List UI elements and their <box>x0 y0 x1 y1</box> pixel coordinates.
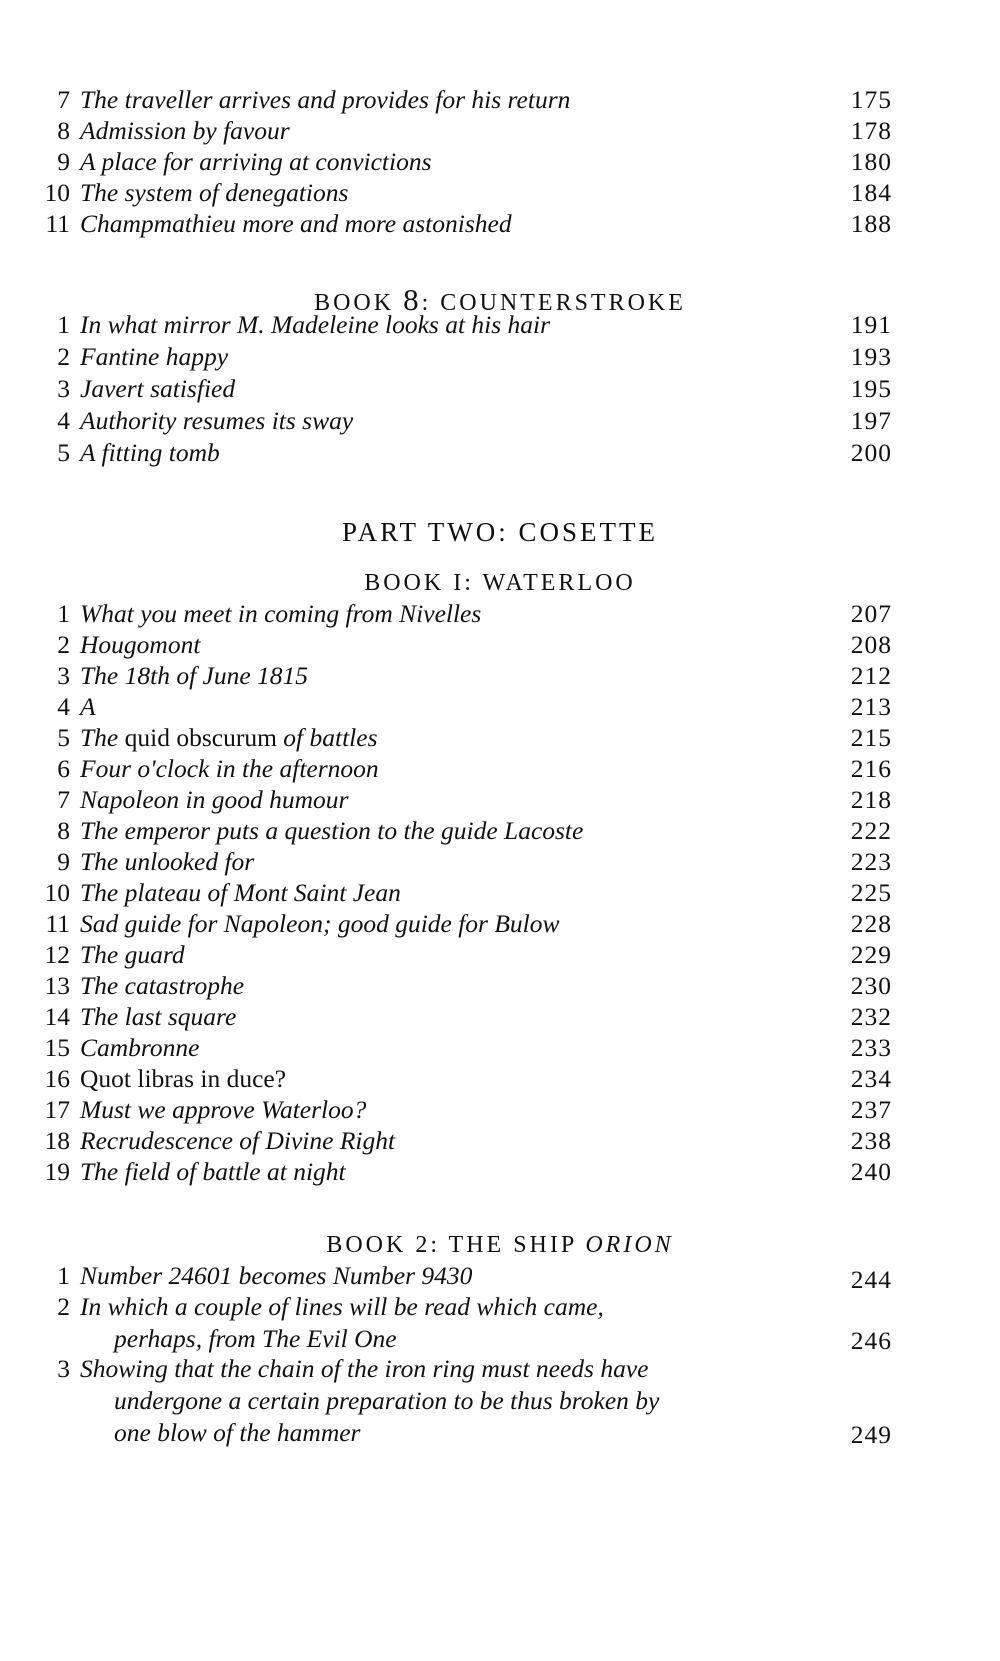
page-number: 215 <box>850 723 892 752</box>
chapter-title: Recrudescence of Divine Right <box>80 1126 396 1155</box>
chapter-number: 4 <box>57 406 70 435</box>
chapter-number: 19 <box>44 1157 70 1186</box>
chapter-number: 13 <box>44 971 70 1000</box>
chapter-number: 9 <box>57 147 70 176</box>
chapter-title: Authority resumes its sway <box>80 406 354 435</box>
chapter-title <box>80 722 378 754</box>
chapter-number: 6 <box>57 754 70 783</box>
list-item <box>30 970 892 1002</box>
chapter-title: Napoleon in good humour <box>80 785 349 814</box>
chapter-title: A place for arriving at convictions <box>80 147 432 176</box>
chapter-number: 3 <box>57 1354 70 1383</box>
page-number: 233 <box>850 1033 892 1062</box>
chapter-title: Champmathieu more and more astonished <box>80 209 512 238</box>
chapter-number: 1 <box>57 1261 70 1290</box>
chapter-number: 12 <box>44 940 70 969</box>
list-item <box>30 1094 892 1126</box>
page-number: 232 <box>850 1002 892 1031</box>
page-number: 207 <box>850 599 892 628</box>
page-number: 193 <box>850 342 892 371</box>
list-item <box>30 784 892 816</box>
chapter-number: 5 <box>57 723 70 752</box>
chapter-number: 2 <box>57 342 70 371</box>
chapter-number: 11 <box>45 209 70 238</box>
page-number: 184 <box>850 178 892 207</box>
list-item <box>30 877 892 909</box>
chapter-title: The emperor puts a question to the guide Lacoste <box>80 816 584 845</box>
chapter-title: The system of denegations <box>80 178 349 207</box>
book-title: BOOK 2: THE SHIP <box>326 1232 577 1258</box>
book-label: BOOK <box>314 290 395 316</box>
chapter-number: 5 <box>57 438 70 467</box>
list-item <box>30 341 892 373</box>
chapter-title <box>80 1291 892 1355</box>
chapter-number: 9 <box>57 847 70 876</box>
chapter-title: Fantine happy <box>80 342 229 371</box>
chapter-title: The unlooked for <box>80 847 255 876</box>
chapter-number: 7 <box>57 85 70 114</box>
list-item <box>30 146 892 178</box>
list-item <box>30 405 892 437</box>
chapter-number: 3 <box>57 374 70 403</box>
list-item <box>30 1260 892 1292</box>
ship-name: ORION <box>585 1232 674 1258</box>
list-item <box>30 1156 892 1188</box>
chapter-number: 1 <box>57 310 70 339</box>
chapter-title: The last square <box>80 1002 237 1031</box>
chapter-title-line: In which a couple of lines will be read which came, <box>80 1292 604 1321</box>
list-item <box>30 691 892 723</box>
chapter-title: A fitting tomb <box>80 438 220 467</box>
chapter-title-part: The <box>80 723 119 752</box>
book-number: 8 <box>403 282 422 317</box>
list-item <box>30 84 892 116</box>
chapter-title: Javert satisfied <box>80 374 236 403</box>
chapter-title: Four o'clock in the afternoon <box>80 754 379 783</box>
page-number: 230 <box>850 971 892 1000</box>
page-number: 234 <box>850 1064 892 1093</box>
chapter-title-line: undergone a certain preparation to be thus broken by <box>114 1386 660 1415</box>
page-number: 222 <box>850 816 892 845</box>
list-item <box>30 437 892 469</box>
page-number: 228 <box>850 909 892 938</box>
chapter-title: The 18th of June 1815 <box>80 661 309 690</box>
chapter-number: 11 <box>45 909 70 938</box>
chapter-title-line: one blow of the hammer <box>114 1418 361 1447</box>
page-number: 178 <box>850 116 892 145</box>
list-item <box>30 1291 892 1355</box>
page-number: 212 <box>850 661 892 690</box>
page-number: 218 <box>850 785 892 814</box>
chapter-title: Quot libras in duce? <box>80 1064 287 1093</box>
chapter-title: The traveller arrives and provides for his return <box>80 85 571 114</box>
part-heading: PART TWO: COSETTE <box>342 517 658 547</box>
chapter-number: 15 <box>44 1033 70 1062</box>
chapter-number: 16 <box>44 1064 70 1093</box>
page-number: 180 <box>850 147 892 176</box>
page-number: 200 <box>850 438 892 467</box>
chapter-title: Hougomont <box>80 630 201 659</box>
chapter-title: What you meet in coming from Nivelles <box>80 599 482 628</box>
page-number: 225 <box>850 878 892 907</box>
chapter-number: 10 <box>44 878 70 907</box>
chapter-title <box>80 1353 892 1449</box>
chapter-title-part: of battles <box>283 723 378 752</box>
page-number: 237 <box>850 1095 892 1124</box>
chapter-title: The plateau of Mont Saint Jean <box>80 878 401 907</box>
chapter-title: Number 24601 becomes Number 9430 <box>80 1261 473 1290</box>
chapter-number: 8 <box>57 116 70 145</box>
chapter-title-line: perhaps, from The Evil One <box>114 1324 397 1353</box>
chapter-number: 1 <box>57 599 70 628</box>
page-number: 223 <box>850 847 892 876</box>
book-heading: BOOK I: WATERLOO <box>364 570 636 596</box>
chapter-number: 3 <box>57 661 70 690</box>
chapter-title: A <box>80 692 96 721</box>
page-number: 246 <box>850 1326 892 1355</box>
chapter-number: 18 <box>44 1126 70 1155</box>
list-item <box>30 373 892 405</box>
page-number: 208 <box>850 630 892 659</box>
chapter-title-line: Showing that the chain of the iron ring must needs have <box>80 1354 649 1383</box>
page-number: 197 <box>850 406 892 435</box>
page-number: 240 <box>850 1157 892 1186</box>
chapter-title: Sad guide for Napoleon; good guide for Bulow <box>80 909 560 938</box>
list-item <box>30 177 892 209</box>
page-number: 244 <box>850 1265 892 1294</box>
list-item <box>30 815 892 847</box>
chapter-title: The guard <box>80 940 185 969</box>
list-item <box>30 939 892 971</box>
list-item <box>30 908 892 940</box>
chapter-title-roman: quid obscurum <box>124 723 277 752</box>
list-item <box>30 115 892 147</box>
page-number: 195 <box>850 374 892 403</box>
chapter-title: The catastrophe <box>80 971 245 1000</box>
chapter-number: 2 <box>57 630 70 659</box>
chapter-title: Cambronne <box>80 1033 200 1062</box>
chapter-title: Admission by favour <box>80 116 290 145</box>
chapter-number: 2 <box>57 1292 70 1321</box>
list-item <box>30 722 892 754</box>
page-number: 175 <box>850 85 892 114</box>
page-number: 191 <box>850 310 892 339</box>
page-number: 188 <box>850 209 892 238</box>
chapter-number: 4 <box>57 692 70 721</box>
page-number: 229 <box>850 940 892 969</box>
list-item <box>30 846 892 878</box>
list-item <box>30 1032 892 1064</box>
chapter-number: 10 <box>44 178 70 207</box>
page-number: 216 <box>850 754 892 783</box>
list-item <box>30 309 892 341</box>
book-heading <box>0 1232 1000 1259</box>
list-item <box>30 1125 892 1157</box>
list-item <box>30 660 892 692</box>
list-item <box>30 1353 892 1449</box>
list-item <box>30 1001 892 1033</box>
page-number: 249 <box>850 1420 892 1449</box>
chapter-number: 17 <box>44 1095 70 1124</box>
page-number: 238 <box>850 1126 892 1155</box>
list-item <box>30 598 892 630</box>
book-subtitle: : COUNTERSTROKE <box>421 290 686 316</box>
chapter-number: 7 <box>57 785 70 814</box>
list-item <box>30 629 892 661</box>
chapter-title: Must we approve Waterloo? <box>80 1095 367 1124</box>
list-item <box>30 1063 892 1095</box>
chapter-title: The field of battle at night <box>80 1157 346 1186</box>
chapter-number: 14 <box>44 1002 70 1031</box>
chapter-title: In what mirror M. Madeleine looks at his hair <box>80 310 551 339</box>
chapter-number: 8 <box>57 816 70 845</box>
list-item <box>30 753 892 785</box>
list-item <box>30 208 892 240</box>
page-number: 213 <box>850 692 892 721</box>
